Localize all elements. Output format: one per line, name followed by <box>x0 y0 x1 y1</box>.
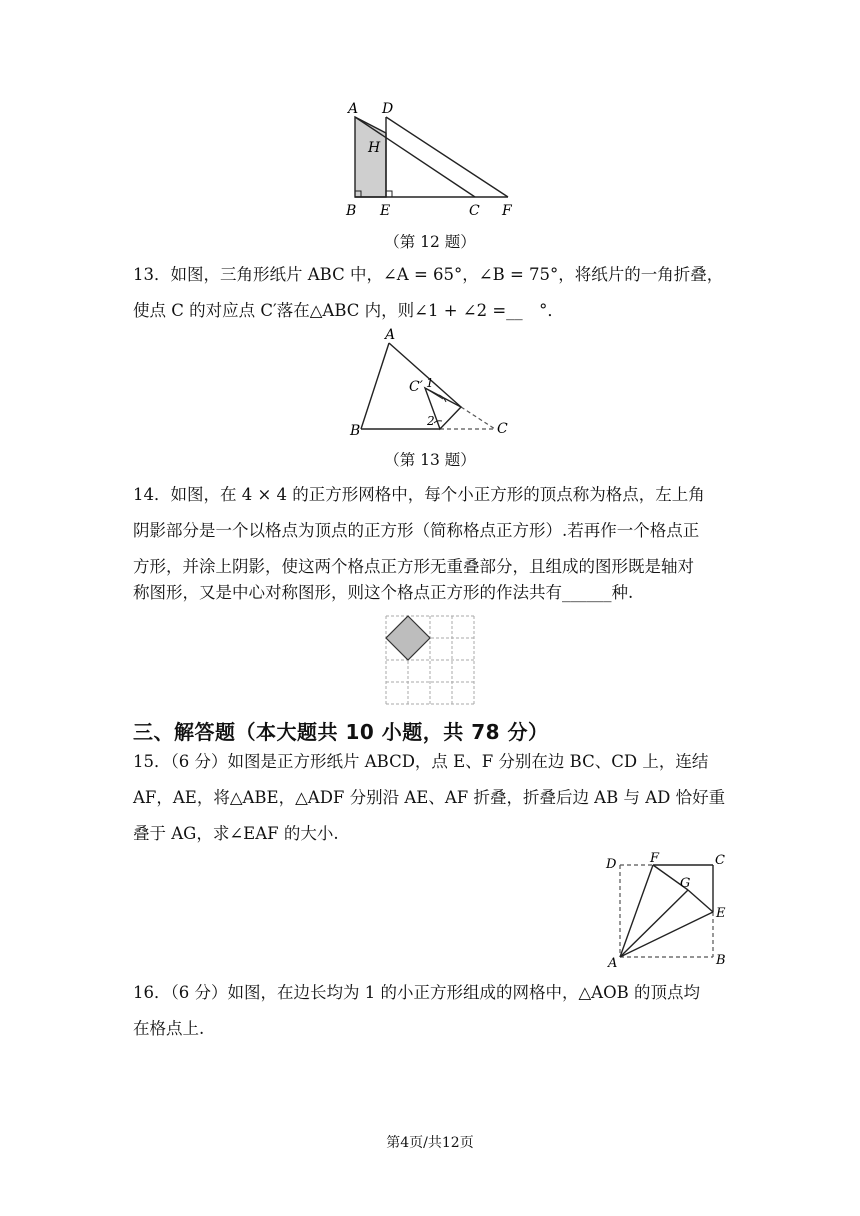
shaded-rectangle <box>355 117 386 197</box>
label-angle-1: 1 <box>426 376 434 390</box>
figure-12 <box>340 100 530 225</box>
label-b: B <box>346 203 357 219</box>
section-3-heading: 三、解答题（本大题共 10 小题，共 78 分） <box>133 720 549 744</box>
label-d: D <box>606 857 617 872</box>
label-c: C <box>497 421 508 437</box>
question-13-line-2: 使点 C 的对应点 C′落在△ABC 内，则∠1 + ∠2 =__ °． <box>133 301 564 320</box>
label-e: E <box>380 203 391 219</box>
label-g: G <box>680 876 691 891</box>
label-f: F <box>650 851 660 866</box>
figure-12-caption: （第 12 题） <box>384 233 476 251</box>
label-c: C <box>715 853 725 868</box>
question-15-line-1: 15．（6 分）如图是正方形纸片 ABCD，点 E、F 分别在边 BC、CD 上，连结 <box>133 752 709 771</box>
label-c-prime: C′ <box>409 379 423 395</box>
question-14-line-2: 阴影部分是一个以格点为顶点的正方形（简称格点正方形）.若再作一个格点正 <box>133 521 700 540</box>
question-16-line-2: 在格点上. <box>133 1019 205 1038</box>
label-angle-2: 2 <box>427 414 435 428</box>
figure-13 <box>345 325 525 440</box>
label-d: D <box>382 101 394 117</box>
label-f: F <box>502 203 512 219</box>
label-b: B <box>716 953 726 968</box>
question-15-line-3: 叠于 AG，求∠EAF 的大小. <box>133 824 339 843</box>
label-a: A <box>608 956 618 970</box>
question-16-line-1: 16．（6 分）如图，在边长均为 1 的小正方形组成的网格中，△AOB 的顶点均 <box>133 983 700 1002</box>
question-14-line-4: 称图形，又是中心对称图形，则这个格点正方形的作法共有______种. <box>133 583 634 602</box>
side-ab <box>361 343 389 429</box>
label-c: C <box>469 203 480 219</box>
label-e: E <box>716 906 726 921</box>
question-15-line-2: AF，AE，将△ABE，△ADF 分别沿 AE、AF 折叠，折叠后边 AB 与 AD 恰好重 <box>133 788 726 807</box>
question-14-line-3: 方形，并涂上阴影，使这两个格点正方形无重叠部分，且组成的图形既是轴对 <box>133 557 694 576</box>
segment-df <box>386 117 508 197</box>
right-angle-e <box>386 191 392 197</box>
figure-13-caption: （第 13 题） <box>384 451 476 469</box>
label-a: A <box>348 101 359 117</box>
label-a: A <box>385 327 396 343</box>
figure-15 <box>600 850 735 970</box>
label-b: B <box>350 423 361 439</box>
figure-14-grid <box>384 614 478 708</box>
segment-ge <box>688 890 713 912</box>
segment-ag <box>620 890 688 957</box>
question-14-line-1: 14．如图，在 4 × 4 的正方形网格中，每个小正方形的顶点称为格点，左上角 <box>133 485 705 504</box>
side-ac-solid <box>389 343 461 407</box>
label-h: H <box>368 140 381 156</box>
page-number: 第4页/共12页 <box>386 1135 474 1151</box>
side-ac-dashed <box>461 407 495 429</box>
shaded-diamond <box>386 616 430 660</box>
question-13-line-1: 13．如图，三角形纸片 ABC 中，∠A = 65°，∠B = 75°，将纸片的一角折叠， <box>133 265 724 284</box>
